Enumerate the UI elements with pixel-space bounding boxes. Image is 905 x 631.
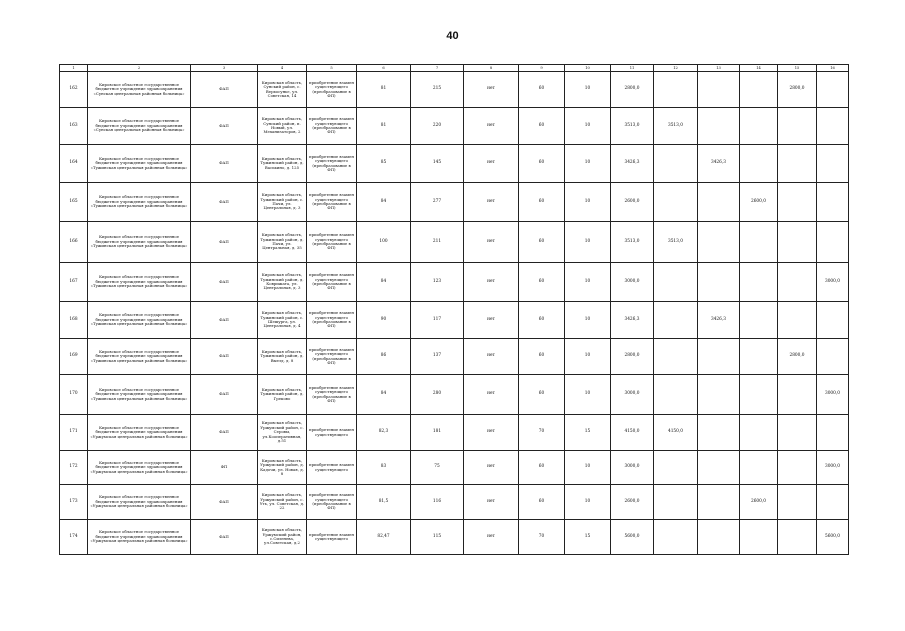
availability-value: нет bbox=[464, 485, 519, 520]
organization-name: Кировское областное государственное бюджетное учреждение здравоохранения «Уржумская центральная районная больница» bbox=[88, 451, 191, 485]
availability-value: нет bbox=[464, 302, 519, 339]
row-number: 162 bbox=[60, 72, 88, 108]
area-value: 84 bbox=[357, 263, 411, 302]
col10-value: 10 bbox=[565, 222, 611, 263]
action-type: приобретение взамен существующего (преобразование в ФП) bbox=[307, 222, 357, 263]
row-number: 168 bbox=[60, 302, 88, 339]
cost-col12 bbox=[654, 183, 698, 222]
table-row bbox=[60, 108, 849, 145]
total-cost: 2800,0 bbox=[611, 339, 654, 375]
total-cost: 3000,0 bbox=[611, 263, 654, 302]
col10-value: 10 bbox=[565, 108, 611, 145]
facility-address: Кировская область, Тужинский район, с. Пачи, ул. Центральная, д. 3 bbox=[258, 183, 307, 222]
cost-col14: 2600,0 bbox=[740, 183, 778, 222]
area-value: 100 bbox=[357, 222, 411, 263]
col10-value: 15 bbox=[565, 520, 611, 555]
total-cost: 3000,0 bbox=[611, 375, 654, 415]
cost-col16: 3000,0 bbox=[817, 263, 849, 302]
col9-value: 60 bbox=[519, 145, 565, 183]
total-cost: 2600,0 bbox=[611, 485, 654, 520]
total-cost: 2800,0 bbox=[611, 72, 654, 108]
cost-col12: 4150,0 bbox=[654, 415, 698, 451]
row-number: 163 bbox=[60, 108, 88, 145]
cost-col16 bbox=[817, 302, 849, 339]
table-row bbox=[60, 451, 849, 485]
col9-value: 60 bbox=[519, 108, 565, 145]
action-type: приобретение взамен существующего (преобразование в ФП) bbox=[307, 145, 357, 183]
col9-value: 60 bbox=[519, 263, 565, 302]
cost-col14 bbox=[740, 339, 778, 375]
cost-col14 bbox=[740, 145, 778, 183]
organization-name: Кировское областное государственное бюджетное учреждение здравоохранения «Тужинская центральная районная больница» bbox=[88, 302, 191, 339]
organization-name: Кировское областное государственное бюджетное учреждение здравоохранения «Уржумская центральная районная больница» bbox=[88, 520, 191, 555]
organization-name: Кировское областное государственное бюджетное учреждение здравоохранения «Сунская центральная районная больница» bbox=[88, 72, 191, 108]
population-value: 277 bbox=[411, 183, 464, 222]
total-cost: 3426,3 bbox=[611, 145, 654, 183]
cost-col14 bbox=[740, 222, 778, 263]
column-number: 16 bbox=[817, 65, 849, 72]
action-type: приобретение взамен существующего (преобразование в ФП) bbox=[307, 375, 357, 415]
availability-value: нет bbox=[464, 339, 519, 375]
column-number: 12 bbox=[654, 65, 698, 72]
action-type: приобретение взамен существующего bbox=[307, 451, 357, 485]
column-number: 11 bbox=[611, 65, 654, 72]
population-value: 181 bbox=[411, 415, 464, 451]
area-value: 82,47 bbox=[357, 520, 411, 555]
cost-col12 bbox=[654, 375, 698, 415]
cost-col12 bbox=[654, 145, 698, 183]
col9-value: 60 bbox=[519, 485, 565, 520]
action-type: приобретение взамен существующего bbox=[307, 415, 357, 451]
organization-name: Кировское областное государственное бюджетное учреждение здравоохранения «Тужинская центральная районная больница» bbox=[88, 183, 191, 222]
col10-value: 10 bbox=[565, 145, 611, 183]
organization-name: Кировское областное государственное бюджетное учреждение здравоохранения «Тужинская центральная районная больница» bbox=[88, 375, 191, 415]
availability-value: нет bbox=[464, 451, 519, 485]
population-value: 75 bbox=[411, 451, 464, 485]
col9-value: 60 bbox=[519, 183, 565, 222]
facility-address: Кировская область, Тужинский район, д. Пачи, ул. Центральная, д. 35 bbox=[258, 222, 307, 263]
population-value: 115 bbox=[411, 520, 464, 555]
col10-value: 15 bbox=[565, 415, 611, 451]
cost-col15 bbox=[778, 108, 817, 145]
cost-col15 bbox=[778, 451, 817, 485]
facility-type: ФАП bbox=[191, 415, 258, 451]
col10-value: 10 bbox=[565, 263, 611, 302]
organization-name: Кировское областное государственное бюджетное учреждение здравоохранения «Тужинская центральная районная больница» bbox=[88, 145, 191, 183]
population-value: 145 bbox=[411, 145, 464, 183]
col10-value: 10 bbox=[565, 485, 611, 520]
facility-address: Кировская область, Уржумский район, д. Кадочи, ул. Новая, д. 8 bbox=[258, 451, 307, 485]
population-value: 280 bbox=[411, 375, 464, 415]
facility-address: Кировская область, Тужинский район, д. Выезд, д. 8 bbox=[258, 339, 307, 375]
col9-value: 70 bbox=[519, 520, 565, 555]
facility-address: Кировская область, Сунский район, п. Новый, ул. Механизаторов, 2 bbox=[258, 108, 307, 145]
cost-col16: 3000,0 bbox=[817, 375, 849, 415]
organization-name: Кировское областное государственное бюджетное учреждение здравоохранения «Сунская центральная районная больница» bbox=[88, 108, 191, 145]
area-value: 90 bbox=[357, 302, 411, 339]
cost-col14 bbox=[740, 520, 778, 555]
facilities-table bbox=[59, 64, 849, 555]
facility-type: ФАП bbox=[191, 375, 258, 415]
cost-col12 bbox=[654, 451, 698, 485]
column-number: 1 bbox=[60, 65, 88, 72]
cost-col13 bbox=[698, 520, 740, 555]
col9-value: 60 bbox=[519, 72, 565, 108]
organization-name: Кировское областное государственное бюджетное учреждение здравоохранения «Тужинская центральная районная больница» bbox=[88, 222, 191, 263]
population-value: 215 bbox=[411, 72, 464, 108]
table-row bbox=[60, 520, 849, 555]
availability-value: нет bbox=[464, 183, 519, 222]
cost-col13: 3426,3 bbox=[698, 302, 740, 339]
cost-col16 bbox=[817, 183, 849, 222]
action-type: приобретение взамен существующего (преобразование в ФП) bbox=[307, 339, 357, 375]
cost-col12 bbox=[654, 263, 698, 302]
cost-col15 bbox=[778, 145, 817, 183]
col10-value: 10 bbox=[565, 451, 611, 485]
row-number: 174 bbox=[60, 520, 88, 555]
column-number: 2 bbox=[88, 65, 191, 72]
table-row bbox=[60, 302, 849, 339]
cost-col12 bbox=[654, 72, 698, 108]
cost-col14 bbox=[740, 263, 778, 302]
table-row bbox=[60, 263, 849, 302]
area-value: 81 bbox=[357, 108, 411, 145]
facility-type: ФАП bbox=[191, 183, 258, 222]
col10-value: 10 bbox=[565, 302, 611, 339]
action-type: приобретение взамен существующего (преобразование в ФП) bbox=[307, 302, 357, 339]
row-number: 171 bbox=[60, 415, 88, 451]
organization-name: Кировское областное государственное бюджетное учреждение здравоохранения «Тужинская центральная районная больница» bbox=[88, 263, 191, 302]
col10-value: 10 bbox=[565, 339, 611, 375]
cost-col16 bbox=[817, 145, 849, 183]
cost-col16 bbox=[817, 415, 849, 451]
total-cost: 5600,0 bbox=[611, 520, 654, 555]
cost-col14 bbox=[740, 375, 778, 415]
row-number: 166 bbox=[60, 222, 88, 263]
row-number: 164 bbox=[60, 145, 88, 183]
total-cost: 3513,0 bbox=[611, 222, 654, 263]
action-type: приобретение взамен существующего bbox=[307, 520, 357, 555]
table-row bbox=[60, 222, 849, 263]
col9-value: 60 bbox=[519, 302, 565, 339]
cost-col13 bbox=[698, 451, 740, 485]
table-row bbox=[60, 183, 849, 222]
facility-type: ФП bbox=[191, 451, 258, 485]
col9-value: 60 bbox=[519, 375, 565, 415]
facility-address: Кировская область, Уржумский район, с.Сизенева, ул.Советская, д.2 bbox=[258, 520, 307, 555]
area-value: 86 bbox=[357, 339, 411, 375]
table-row bbox=[60, 145, 849, 183]
population-value: 220 bbox=[411, 108, 464, 145]
table-row bbox=[60, 375, 849, 415]
cost-col15 bbox=[778, 375, 817, 415]
total-cost: 3426,3 bbox=[611, 302, 654, 339]
facility-type: ФАП bbox=[191, 72, 258, 108]
cost-col12 bbox=[654, 520, 698, 555]
population-value: 211 bbox=[411, 222, 464, 263]
total-cost: 3513,0 bbox=[611, 108, 654, 145]
row-number: 169 bbox=[60, 339, 88, 375]
col10-value: 10 bbox=[565, 72, 611, 108]
population-value: 137 bbox=[411, 339, 464, 375]
row-number: 172 bbox=[60, 451, 88, 485]
column-number: 13 bbox=[698, 65, 740, 72]
cost-col13 bbox=[698, 222, 740, 263]
total-cost: 3000,0 bbox=[611, 451, 654, 485]
population-value: 123 bbox=[411, 263, 464, 302]
area-value: 84 bbox=[357, 183, 411, 222]
facility-type: ФАП bbox=[191, 222, 258, 263]
area-value: 82,3 bbox=[357, 415, 411, 451]
cost-col14 bbox=[740, 72, 778, 108]
cost-col15 bbox=[778, 263, 817, 302]
cost-col13 bbox=[698, 485, 740, 520]
column-number: 7 bbox=[411, 65, 464, 72]
cost-col13 bbox=[698, 183, 740, 222]
page-number: 40 bbox=[446, 30, 459, 42]
facility-address: Кировская область, Сунский район, с. Верхосунье, ул. Советская, 14 bbox=[258, 72, 307, 108]
availability-value: нет bbox=[464, 415, 519, 451]
cost-col16 bbox=[817, 108, 849, 145]
area-value: 81 bbox=[357, 72, 411, 108]
column-number: 9 bbox=[519, 65, 565, 72]
cost-col15 bbox=[778, 485, 817, 520]
population-value: 116 bbox=[411, 485, 464, 520]
row-number: 173 bbox=[60, 485, 88, 520]
column-number: 4 bbox=[258, 65, 307, 72]
col10-value: 10 bbox=[565, 183, 611, 222]
cost-col15 bbox=[778, 415, 817, 451]
cost-col16 bbox=[817, 485, 849, 520]
row-number: 167 bbox=[60, 263, 88, 302]
cost-col13: 3426,3 bbox=[698, 145, 740, 183]
column-number: 10 bbox=[565, 65, 611, 72]
facility-type: ФАП bbox=[191, 302, 258, 339]
cost-col12 bbox=[654, 302, 698, 339]
table-row bbox=[60, 485, 849, 520]
area-value: 83 bbox=[357, 451, 411, 485]
facility-address: Кировская область, Тужинский район, д. Васькино, д. 125 bbox=[258, 145, 307, 183]
facility-address: Кировская область, Уржумский район, с. Уть, ул. Советская, д. 22 bbox=[258, 485, 307, 520]
facility-address: Кировская область, Тужинский район, с. Шешурга, ул. Центральная, д. 4 bbox=[258, 302, 307, 339]
col9-value: 70 bbox=[519, 415, 565, 451]
cost-col16 bbox=[817, 222, 849, 263]
facility-type: ФАП bbox=[191, 485, 258, 520]
area-value: 81,5 bbox=[357, 485, 411, 520]
cost-col16 bbox=[817, 72, 849, 108]
cost-col16 bbox=[817, 339, 849, 375]
cost-col15 bbox=[778, 222, 817, 263]
facility-type: ФАП bbox=[191, 520, 258, 555]
table-row bbox=[60, 339, 849, 375]
facility-type: ФАП bbox=[191, 339, 258, 375]
action-type: приобретение взамен существующего (преобразование в ФП) bbox=[307, 72, 357, 108]
row-number: 165 bbox=[60, 183, 88, 222]
column-number: 8 bbox=[464, 65, 519, 72]
cost-col15: 2800,0 bbox=[778, 339, 817, 375]
area-value: 85 bbox=[357, 145, 411, 183]
header-row bbox=[60, 65, 849, 72]
organization-name: Кировское областное государственное бюджетное учреждение здравоохранения «Тужинская центральная районная больница» bbox=[88, 339, 191, 375]
action-type: приобретение взамен существующего (преобразование в ФП) bbox=[307, 263, 357, 302]
row-number: 170 bbox=[60, 375, 88, 415]
population-value: 117 bbox=[411, 302, 464, 339]
availability-value: нет bbox=[464, 108, 519, 145]
column-number: 15 bbox=[778, 65, 817, 72]
availability-value: нет bbox=[464, 520, 519, 555]
cost-col15: 2800,0 bbox=[778, 72, 817, 108]
cost-col14 bbox=[740, 451, 778, 485]
facility-address: Кировская область, Тужинский район, д. Коврижата, ул. Центральная, д. 3 bbox=[258, 263, 307, 302]
col10-value: 10 bbox=[565, 375, 611, 415]
total-cost: 2600,0 bbox=[611, 183, 654, 222]
cost-col13 bbox=[698, 263, 740, 302]
availability-value: нет bbox=[464, 72, 519, 108]
facility-type: ФАП bbox=[191, 145, 258, 183]
cost-col15 bbox=[778, 520, 817, 555]
action-type: приобретение взамен существующего (преобразование в ФП) bbox=[307, 485, 357, 520]
cost-col13 bbox=[698, 339, 740, 375]
facility-address: Кировская область, Тужинский район, д. Греково bbox=[258, 375, 307, 415]
cost-col12 bbox=[654, 485, 698, 520]
cost-col12: 3513,0 bbox=[654, 222, 698, 263]
cost-col14 bbox=[740, 302, 778, 339]
cost-col14 bbox=[740, 415, 778, 451]
column-number: 5 bbox=[307, 65, 357, 72]
cost-col16: 5600,0 bbox=[817, 520, 849, 555]
action-type: приобретение взамен существующего (преобразование в ФП) bbox=[307, 108, 357, 145]
column-number: 3 bbox=[191, 65, 258, 72]
cost-col13 bbox=[698, 375, 740, 415]
availability-value: нет bbox=[464, 263, 519, 302]
cost-col15 bbox=[778, 302, 817, 339]
organization-name: Кировское областное государственное бюджетное учреждение здравоохранения «Уржумская центральная районная больница» bbox=[88, 415, 191, 451]
cost-col14: 2600,0 bbox=[740, 485, 778, 520]
availability-value: нет bbox=[464, 375, 519, 415]
table-row bbox=[60, 415, 849, 451]
total-cost: 4150,0 bbox=[611, 415, 654, 451]
col9-value: 60 bbox=[519, 339, 565, 375]
action-type: приобретение взамен существующего (преобразование в ФП) bbox=[307, 183, 357, 222]
cost-col14 bbox=[740, 108, 778, 145]
cost-col15 bbox=[778, 183, 817, 222]
cost-col13 bbox=[698, 415, 740, 451]
facility-type: ФАП bbox=[191, 108, 258, 145]
cost-col16: 3000,0 bbox=[817, 451, 849, 485]
cost-col13 bbox=[698, 72, 740, 108]
cost-col12: 3513,0 bbox=[654, 108, 698, 145]
col9-value: 60 bbox=[519, 222, 565, 263]
cost-col12 bbox=[654, 339, 698, 375]
availability-value: нет bbox=[464, 145, 519, 183]
cost-col13 bbox=[698, 108, 740, 145]
column-number: 6 bbox=[357, 65, 411, 72]
facility-type: ФАП bbox=[191, 263, 258, 302]
facility-address: Кировская область, Уржумский район, с. Серовы, ул.Кооперативная, д.51 bbox=[258, 415, 307, 451]
availability-value: нет bbox=[464, 222, 519, 263]
column-number: 14 bbox=[740, 65, 778, 72]
organization-name: Кировское областное государственное бюджетное учреждение здравоохранения «Уржумская центральная районная больница» bbox=[88, 485, 191, 520]
area-value: 84 bbox=[357, 375, 411, 415]
col9-value: 60 bbox=[519, 451, 565, 485]
table-row bbox=[60, 72, 849, 108]
